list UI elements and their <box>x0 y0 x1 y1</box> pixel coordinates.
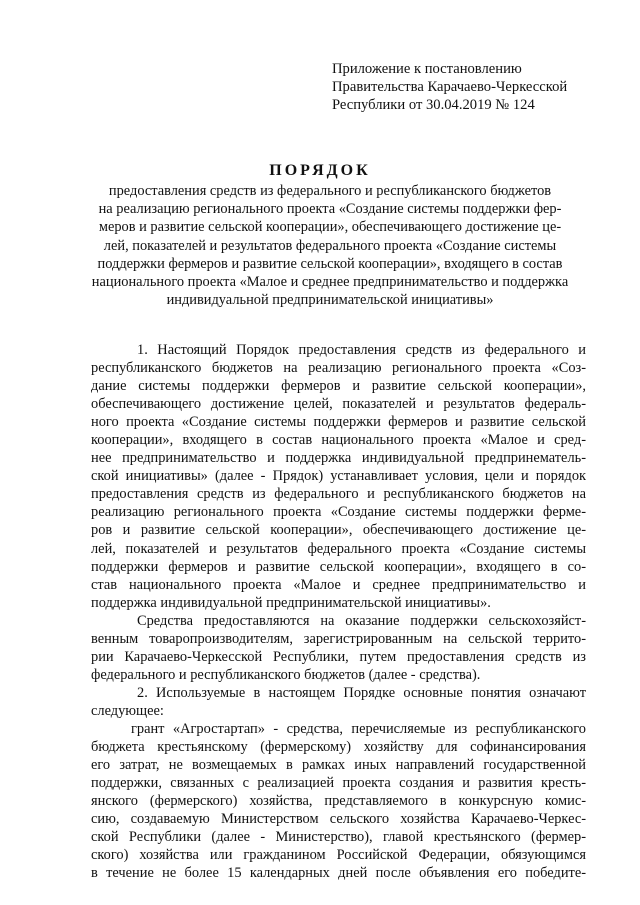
subtitle-line: на реализацию регионального проекта «Создание системы поддержки фер- <box>98 201 562 218</box>
paragraph-3 <box>91 684 586 720</box>
body-line: сию, создаваемую Министерством сельского хозяйства Карачаево-Черкес- <box>91 811 586 828</box>
paragraph-4 <box>91 720 586 882</box>
body-line: ской инициативы» (далее - Прядок) устанавливает условия, цели и порядок <box>91 468 586 485</box>
body-line: рии Карачаево-Черкесской Республики, путем предоставления средств из <box>91 648 586 665</box>
body-line: грант «Агростартап» - средства, перечисляемые из республиканского <box>131 720 586 737</box>
subtitle-line: поддержки фермеров и развитие сельской кооперации», входящего в состав <box>97 255 563 272</box>
body-line: поддержки фермеров и развитие сельской кооперации», входящего в со- <box>91 558 586 575</box>
approval-line: Приложение к постановлению <box>332 61 522 77</box>
subtitle-line: лей, показателей и результатов федерального проекта «Создание системы <box>103 237 557 254</box>
body-line: следующее: <box>91 702 164 719</box>
body-line: ской Республики (далее - Министерство), главой крестьянского (фермер- <box>91 829 586 846</box>
body-line: 1. Настоящий Порядок предоставления средств из федерального и <box>137 342 586 358</box>
body-line: обеспечивающего достижение целей, показателей и результатов федераль- <box>91 396 586 413</box>
body-line: бюджета крестьянскому (фермерскому) хозяйству для софинансирования <box>91 739 586 756</box>
body-line: 2. Используемые в настоящем Порядке основные понятия означают <box>137 684 586 701</box>
paragraph-2 <box>91 612 586 684</box>
subtitle-line: меров и развитие сельской кооперации», обеспечивающего достижение це- <box>98 219 562 236</box>
body-line: республиканского бюджетов на реализацию регионального проекта «Соз- <box>91 360 586 377</box>
body-line: лей, показателей и результатов федерального проекта «Создание системы <box>91 540 586 557</box>
subtitle-line: предоставления средств из федерального и республиканского бюджетов <box>108 183 552 199</box>
body-line: реализацию регионального проекта «Создание системы поддержки ферме- <box>91 504 586 521</box>
approval-line: Правительства Карачаево-Черкесской <box>332 79 568 95</box>
body-line: нее предпринимательство и поддержка индивидуальной предпринематель- <box>91 450 586 467</box>
body-line: ного проекта «Создание системы поддержки фермеров и развитие сельской <box>91 414 586 431</box>
subtitle-line: индивидуальной предпринимательской инициативы» <box>166 292 494 309</box>
body-line: ского) хозяйства или гражданином Российской Федерации, обязующимся <box>91 847 586 864</box>
body-line: Средства предоставляются на оказание поддержки сельскохозяйст- <box>137 612 586 629</box>
body-line: федерального и республиканского бюджетов (далее - средства). <box>91 666 481 683</box>
body-line: поддержка индивидуальной предпринимательской инициативы». <box>91 594 491 611</box>
body-line: венным товаропроизводителям, зарегистрированным на сельской террито- <box>91 630 586 647</box>
document-body <box>91 341 586 882</box>
paragraph-1 <box>91 341 586 612</box>
subtitle-line: национального проекта «Малое и среднее предпринимательство и поддержка <box>91 274 569 291</box>
document-subtitle <box>80 182 580 309</box>
body-line: поддержки, связанных с реализацией проекта создания и развития кресть- <box>91 775 586 792</box>
body-line: ров и развитие сельской кооперации», обеспечивающего достижение це- <box>91 522 586 539</box>
body-line: кооперации», входящего в состав национального проекта «Малое и сред- <box>91 432 586 449</box>
approval-block <box>332 60 632 114</box>
body-line: дание системы поддержки фермеров и развитие сельской кооперации», <box>91 378 586 395</box>
body-line: предоставления средств из федерального и республиканского бюджетов на <box>91 486 586 503</box>
document-title: ПОРЯДОК <box>269 162 371 179</box>
body-line: янского (фермерского) хозяйства, представляемого в конкурсную комис- <box>91 793 586 810</box>
approval-line: Республики от 30.04.2019 № 124 <box>332 97 535 113</box>
body-line: став национального проекта «Малое и среднее предпринимательство и <box>91 576 586 593</box>
body-line: в течение не более 15 календарных дней после объявления его победите- <box>91 865 586 882</box>
body-line: его затрат, не возмещаемых в рамках иных направлений государственной <box>91 757 586 774</box>
